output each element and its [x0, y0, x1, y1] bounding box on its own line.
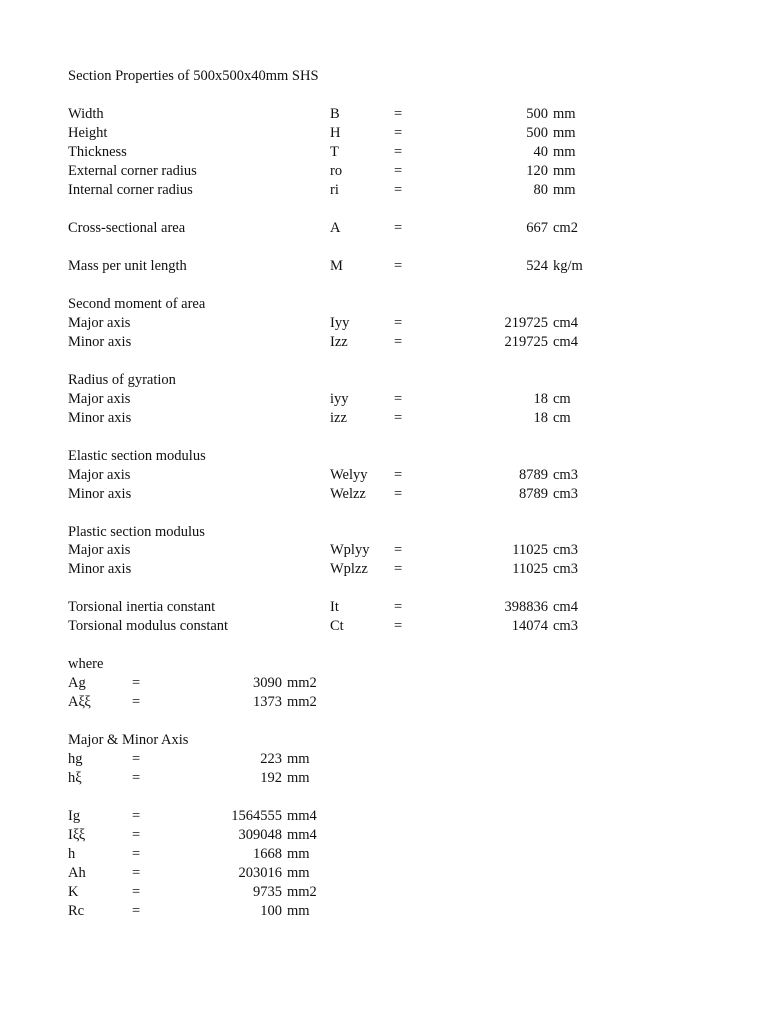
property-label: Minor axis — [68, 334, 132, 350]
property-symbol: Welzz — [330, 486, 366, 502]
final-row-k — [0, 883, 768, 902]
property-symbol: Welyy — [330, 467, 368, 483]
property-label: Internal corner radius — [68, 182, 193, 198]
equals-sign: = — [394, 618, 403, 634]
property-label: Minor axis — [68, 486, 132, 502]
where-unit: mm2 — [287, 694, 317, 710]
property-label: Torsional modulus constant — [68, 618, 229, 634]
property-unit: mm — [553, 182, 576, 198]
axis-row-hxi — [0, 769, 768, 788]
property-value: 398836 — [504, 599, 548, 615]
property-label: Torsional inertia constant — [68, 599, 216, 615]
property-value: 524 — [526, 258, 548, 274]
where-value: 1373 — [253, 694, 282, 710]
page-title: Section Properties of 500x500x40mm SHS — [68, 68, 319, 84]
final-value: 1668 — [253, 846, 282, 862]
final-label: h — [68, 846, 76, 862]
property-unit: cm3 — [553, 561, 578, 577]
equals-sign: = — [132, 846, 141, 862]
property-row-width — [0, 105, 768, 124]
property-unit: cm3 — [553, 618, 578, 634]
property-row-iyy-radius — [0, 390, 768, 409]
property-symbol: M — [330, 258, 343, 274]
property-row-mass — [0, 257, 768, 276]
property-value: 11025 — [512, 561, 548, 577]
property-value: 219725 — [504, 315, 548, 331]
property-unit: cm — [553, 391, 571, 407]
property-row-izz-radius — [0, 409, 768, 428]
property-unit: mm — [553, 144, 576, 160]
property-unit: mm — [553, 106, 576, 122]
property-unit: cm3 — [553, 542, 578, 558]
property-value: 120 — [526, 163, 548, 179]
property-value: 8789 — [519, 486, 548, 502]
final-row-ixixi — [0, 826, 768, 845]
property-row-wplyy — [0, 541, 768, 560]
property-row-area — [0, 219, 768, 238]
property-label: Cross-sectional area — [68, 220, 186, 236]
property-unit: cm4 — [553, 334, 578, 350]
property-symbol: A — [330, 220, 341, 236]
final-row-rc — [0, 902, 768, 921]
final-row-h — [0, 845, 768, 864]
equals-sign: = — [394, 561, 403, 577]
equals-sign: = — [132, 884, 141, 900]
final-value: 309048 — [238, 827, 282, 843]
property-symbol: izz — [330, 410, 347, 426]
property-row-wplzz — [0, 560, 768, 579]
property-symbol: Wplzz — [330, 561, 368, 577]
equals-sign: = — [394, 542, 403, 558]
where-label: Aξξ — [68, 694, 91, 710]
final-value: 1564555 — [231, 808, 282, 824]
property-value: 40 — [533, 144, 548, 160]
property-unit: mm — [553, 125, 576, 141]
property-row-welyy — [0, 466, 768, 485]
property-value: 500 — [526, 125, 548, 141]
equals-sign: = — [132, 903, 141, 919]
property-label: Major axis — [68, 467, 131, 483]
section-heading-radius-gyration: Radius of gyration — [68, 372, 176, 388]
property-unit: cm — [553, 410, 571, 426]
property-unit: cm3 — [553, 467, 578, 483]
final-label: Iξξ — [68, 827, 86, 843]
section-heading-where: where — [68, 656, 104, 672]
axis-row-hg — [0, 750, 768, 769]
final-label: Ah — [68, 865, 86, 881]
final-label: Ig — [68, 808, 81, 824]
property-symbol: ro — [330, 163, 343, 179]
property-label: Major axis — [68, 391, 131, 407]
property-row-welzz — [0, 485, 768, 504]
property-row-thickness — [0, 143, 768, 162]
section-heading-elastic-modulus: Elastic section modulus — [68, 448, 206, 464]
equals-sign: = — [394, 334, 403, 350]
equals-sign: = — [132, 675, 141, 691]
axis-value: 223 — [260, 751, 282, 767]
equals-sign: = — [132, 694, 141, 710]
equals-sign: = — [394, 486, 403, 502]
property-unit: kg/m — [553, 258, 583, 274]
axis-unit: mm — [287, 751, 310, 767]
equals-sign: = — [394, 315, 403, 331]
equals-sign: = — [394, 125, 403, 141]
property-unit: cm4 — [553, 599, 578, 615]
axis-unit: mm — [287, 770, 310, 786]
equals-sign: = — [394, 144, 403, 160]
equals-sign: = — [394, 258, 403, 274]
equals-sign: = — [394, 220, 403, 236]
property-row-torsional-inertia — [0, 598, 768, 617]
property-label: Major axis — [68, 315, 131, 331]
property-row-izz — [0, 333, 768, 352]
property-label: Thickness — [68, 144, 127, 160]
final-value: 9735 — [253, 884, 282, 900]
property-label: Width — [68, 106, 104, 122]
property-value: 667 — [526, 220, 548, 236]
where-row-axi — [0, 693, 768, 712]
equals-sign: = — [132, 751, 141, 767]
property-symbol: It — [330, 599, 339, 615]
equals-sign: = — [394, 410, 403, 426]
property-label: External corner radius — [68, 163, 197, 179]
final-value: 100 — [260, 903, 282, 919]
where-value: 3090 — [253, 675, 282, 691]
property-row-iyy — [0, 314, 768, 333]
section-heading-second-moment: Second moment of area — [68, 296, 206, 312]
where-row-ag — [0, 674, 768, 693]
where-unit: mm2 — [287, 675, 317, 691]
final-unit: mm2 — [287, 884, 317, 900]
property-row-external-radius — [0, 162, 768, 181]
property-symbol: T — [330, 144, 339, 160]
property-label: Major axis — [68, 542, 131, 558]
property-row-height — [0, 124, 768, 143]
property-symbol: Ct — [330, 618, 344, 634]
property-unit: cm3 — [553, 486, 578, 502]
property-value: 219725 — [504, 334, 548, 350]
property-symbol: ri — [330, 182, 339, 198]
property-symbol: Izz — [330, 334, 348, 350]
equals-sign: = — [394, 599, 403, 615]
equals-sign: = — [132, 865, 141, 881]
equals-sign: = — [394, 182, 403, 198]
equals-sign: = — [394, 467, 403, 483]
property-label: Minor axis — [68, 561, 132, 577]
final-row-ig — [0, 807, 768, 826]
property-value: 18 — [533, 410, 548, 426]
final-value: 203016 — [238, 865, 282, 881]
where-label: Ag — [68, 675, 86, 691]
equals-sign: = — [394, 106, 403, 122]
property-symbol: Wplyy — [330, 542, 370, 558]
axis-value: 192 — [260, 770, 282, 786]
final-unit: mm — [287, 846, 310, 862]
property-label: Height — [68, 125, 108, 141]
equals-sign: = — [394, 163, 403, 179]
property-value: 14074 — [511, 618, 548, 634]
final-unit: mm4 — [287, 827, 317, 843]
final-label: Rc — [68, 903, 85, 919]
property-symbol: H — [330, 125, 341, 141]
property-row-internal-radius — [0, 181, 768, 200]
property-value: 8789 — [519, 467, 548, 483]
equals-sign: = — [394, 391, 403, 407]
property-unit: mm — [553, 163, 576, 179]
final-unit: mm — [287, 865, 310, 881]
property-symbol: Iyy — [330, 315, 350, 331]
equals-sign: = — [132, 827, 141, 843]
final-unit: mm4 — [287, 808, 317, 824]
property-symbol: iyy — [330, 391, 349, 407]
property-value: 18 — [533, 391, 548, 407]
equals-sign: = — [132, 770, 141, 786]
property-label: Minor axis — [68, 410, 132, 426]
section-heading-axis: Major & Minor Axis — [68, 732, 189, 748]
axis-label: hξ — [68, 770, 82, 786]
property-value: 11025 — [512, 542, 548, 558]
property-label: Mass per unit length — [68, 258, 187, 274]
property-unit: cm4 — [553, 315, 578, 331]
property-row-torsional-modulus — [0, 617, 768, 636]
property-symbol: B — [330, 106, 340, 122]
final-row-ah — [0, 864, 768, 883]
final-unit: mm — [287, 903, 310, 919]
final-label: K — [68, 884, 79, 900]
equals-sign: = — [132, 808, 141, 824]
axis-label: hg — [68, 751, 83, 767]
property-unit: cm2 — [553, 220, 578, 236]
property-value: 500 — [526, 106, 548, 122]
property-value: 80 — [533, 182, 548, 198]
section-heading-plastic-modulus: Plastic section modulus — [68, 524, 205, 540]
